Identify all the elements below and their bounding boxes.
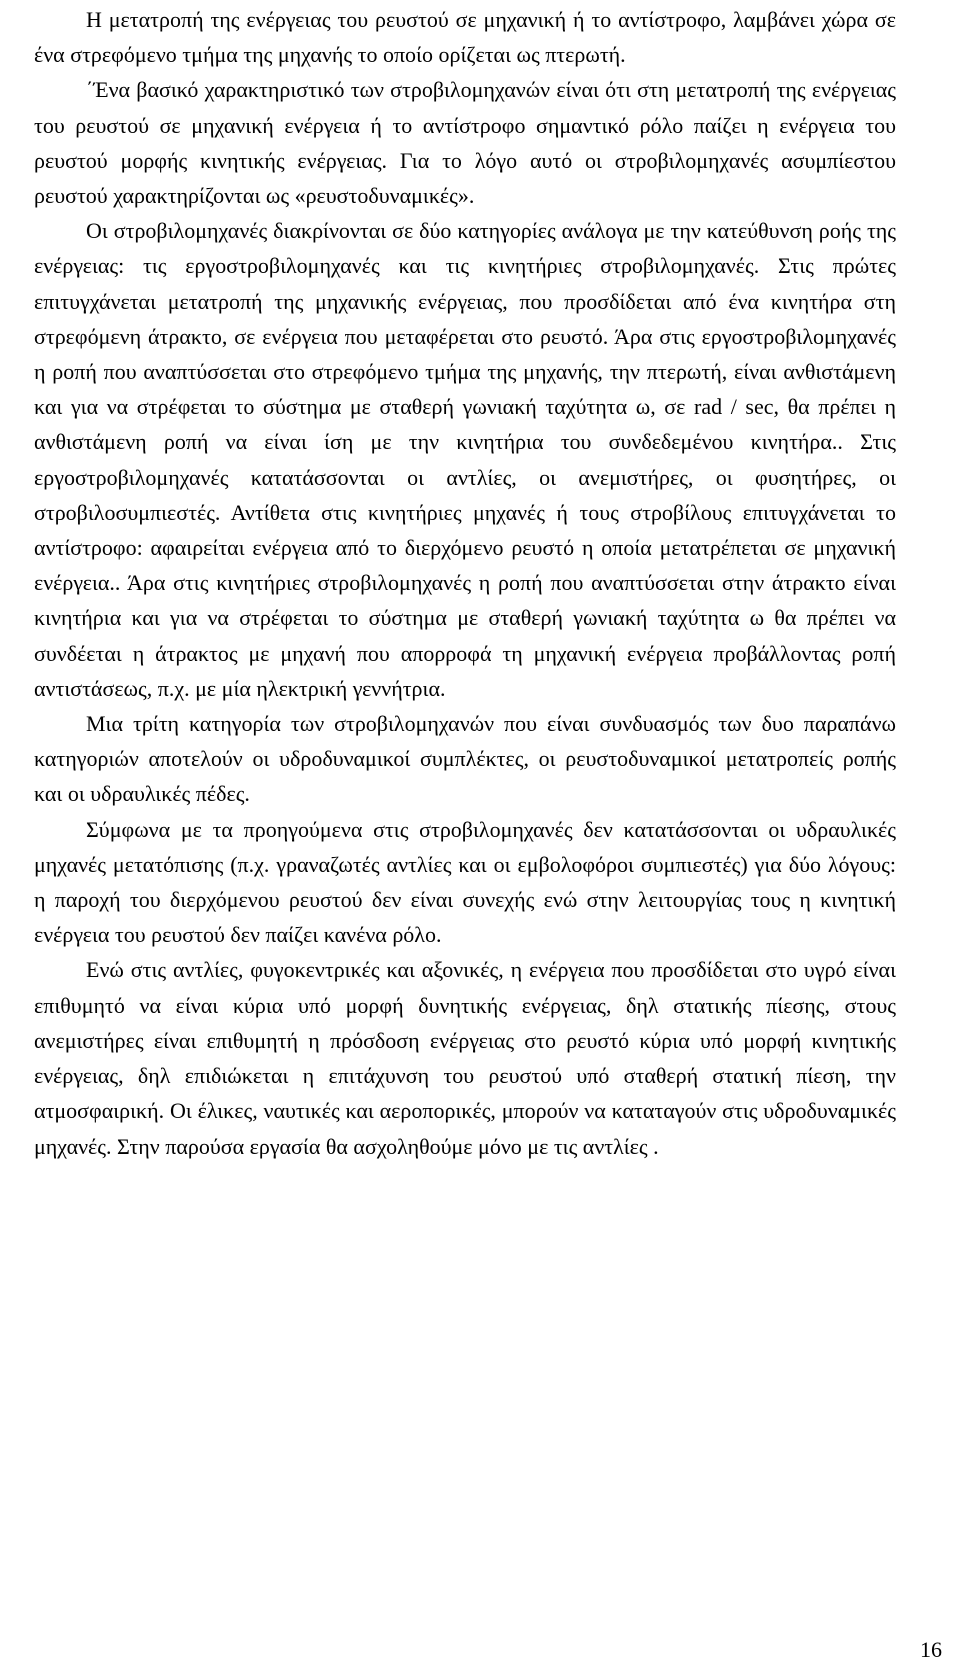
page-number: 16 [920, 1637, 942, 1662]
paragraph-third-category: Μια τρίτη κατηγορία των στροβιλομηχανών που είναι συνδυασμός των δυο παραπάνω κατηγοριών αποτελούν οι υδροδυναμικοί συμπλέκτες, οι ρευστοδυναμικοί μετατροπείς ροπής και οι υδραυλικές πέδες. [34, 711, 896, 807]
body-text [34, 2, 896, 1164]
paragraph-conversion-impeller: Η μετατροπή της ενέργειας του ρευστού σε μηχανική ή το αντίστροφο, λαμβάνει χώρα σε ένα στρεφόμενο τμήμα της μηχανής το οποίο ορίζεται ως πτερωτή. [34, 7, 896, 68]
paragraph-kinetic-energy: ΄Ένα βασικό χαρακτηριστικό των στροβιλομηχανών είναι ότι στη μετατροπή της ενέργειας του ρευστού σε μηχανική ενέργεια ή το αντίστροφο σημαντικό ρόλο παίζει η ενέργεια του ρευστού μορφής κινητικής ενέργειας. Για το λόγο αυτό οι στροβιλομηχανές ασυμπίεστου ρευστού χαρακτηρίζονται ως «ρευστοδυναμικές». [34, 77, 896, 209]
paragraph-displacement-machines: Σύμφωνα με τα προηγούμενα στις στροβιλομηχανές δεν κατατάσσονται οι υδραυλικές μηχανές μετατόπισης (π.χ. γραναζωτές αντλίες και οι εμβολοφόροι συμπιεστές) για δύο λόγους: η παροχή του διερχόμενου ρευστού δεν είναι συνεχής ενώ στην λειτουργίας τους η κινητική ενέργεια του ρευστού δεν παίζει κανένα ρόλο. [34, 816, 896, 948]
paragraph-pumps-fans: Ενώ στις αντλίες, φυγοκεντρικές και αξονικές, η ενέργεια που προσδίδεται στο υγρό είναι επιθυμητό να είναι κύρια υπό μορφή δυνητικής ενέργειας, δηλ στατικής πίεσης, στους ανεμιστήρες είναι επιθυμητή η πρόσδοση ενέργειας στο ρευστό κύρια υπό μορφή κινητικής ενέργειας, δηλ επιδιώκεται η επιτάχυνση του ρευστού υπό σταθερή στατική πίεση, την ατμοσφαιρική. Οι έλικες, ναυτικές και αεροπορικές, μπορούν να καταταγούν στις υδροδυναμικές μηχανές. Στην παρούσα εργασία θα ασχοληθούμε μόνο με τις αντλίες . [34, 957, 896, 1159]
paragraph-machine-categories: Οι στροβιλομηχανές διακρίνονται σε δύο κατηγορίες ανάλογα με την κατεύθυνση ροής της ενέργειας: τις εργοστροβιλομηχανές και τις κινητήριες στροβιλομηχανές. Στις πρώτες επιτυγχάνεται μετατροπή της μηχανικής ενέργειας, που προσδίδεται από ένα κινητήρα στη στρεφόμενη άτρακτο, σε ενέργεια που μεταφέρεται στο ρευστό. Άρα στις εργοστροβιλομηχανές η ροπή που αναπτύσσεται στο στρεφόμενο τμήμα της μηχανής, την πτερωτή, είναι ανθιστάμενη και για να στρέφεται το σύστημα με σταθερή γωνιακή ταχύτητα ω, σε rad / sec, θα πρέπει η ανθιστάμενη ροπή να είναι ίση με την κινητήρια του συνδεδεμένου κινητήρα.. Στις εργοστροβιλομηχανές κατατάσσονται οι αντλίες, οι ανεμιστήρες, οι φυσητήρες, οι στροβιλοσυμπιεστές. Αντίθετα στις κινητήριες μηχανές ή τους στροβίλους επιτυγχάνεται το αντίστροφο: αφαιρείται ενέργεια από το διερχόμενο ρευστό η οποία μετατρέπεται σε μηχανική ενέργεια.. Άρα στις κινητήριες στροβιλομηχανές η ροπή που αναπτύσσεται στην άτρακτο είναι κινητήρια και για να στρέφεται το σύστημα με σταθερή γωνιακή ταχύτητα ω θα πρέπει να συνδέεται η άτρακτος με μηχανή που απορροφά τη μηχανική ενέργεια προβάλλοντας ροπή αντιστάσεως, π.χ. με μία ηλεκτρική γεννήτρια. [34, 218, 896, 701]
